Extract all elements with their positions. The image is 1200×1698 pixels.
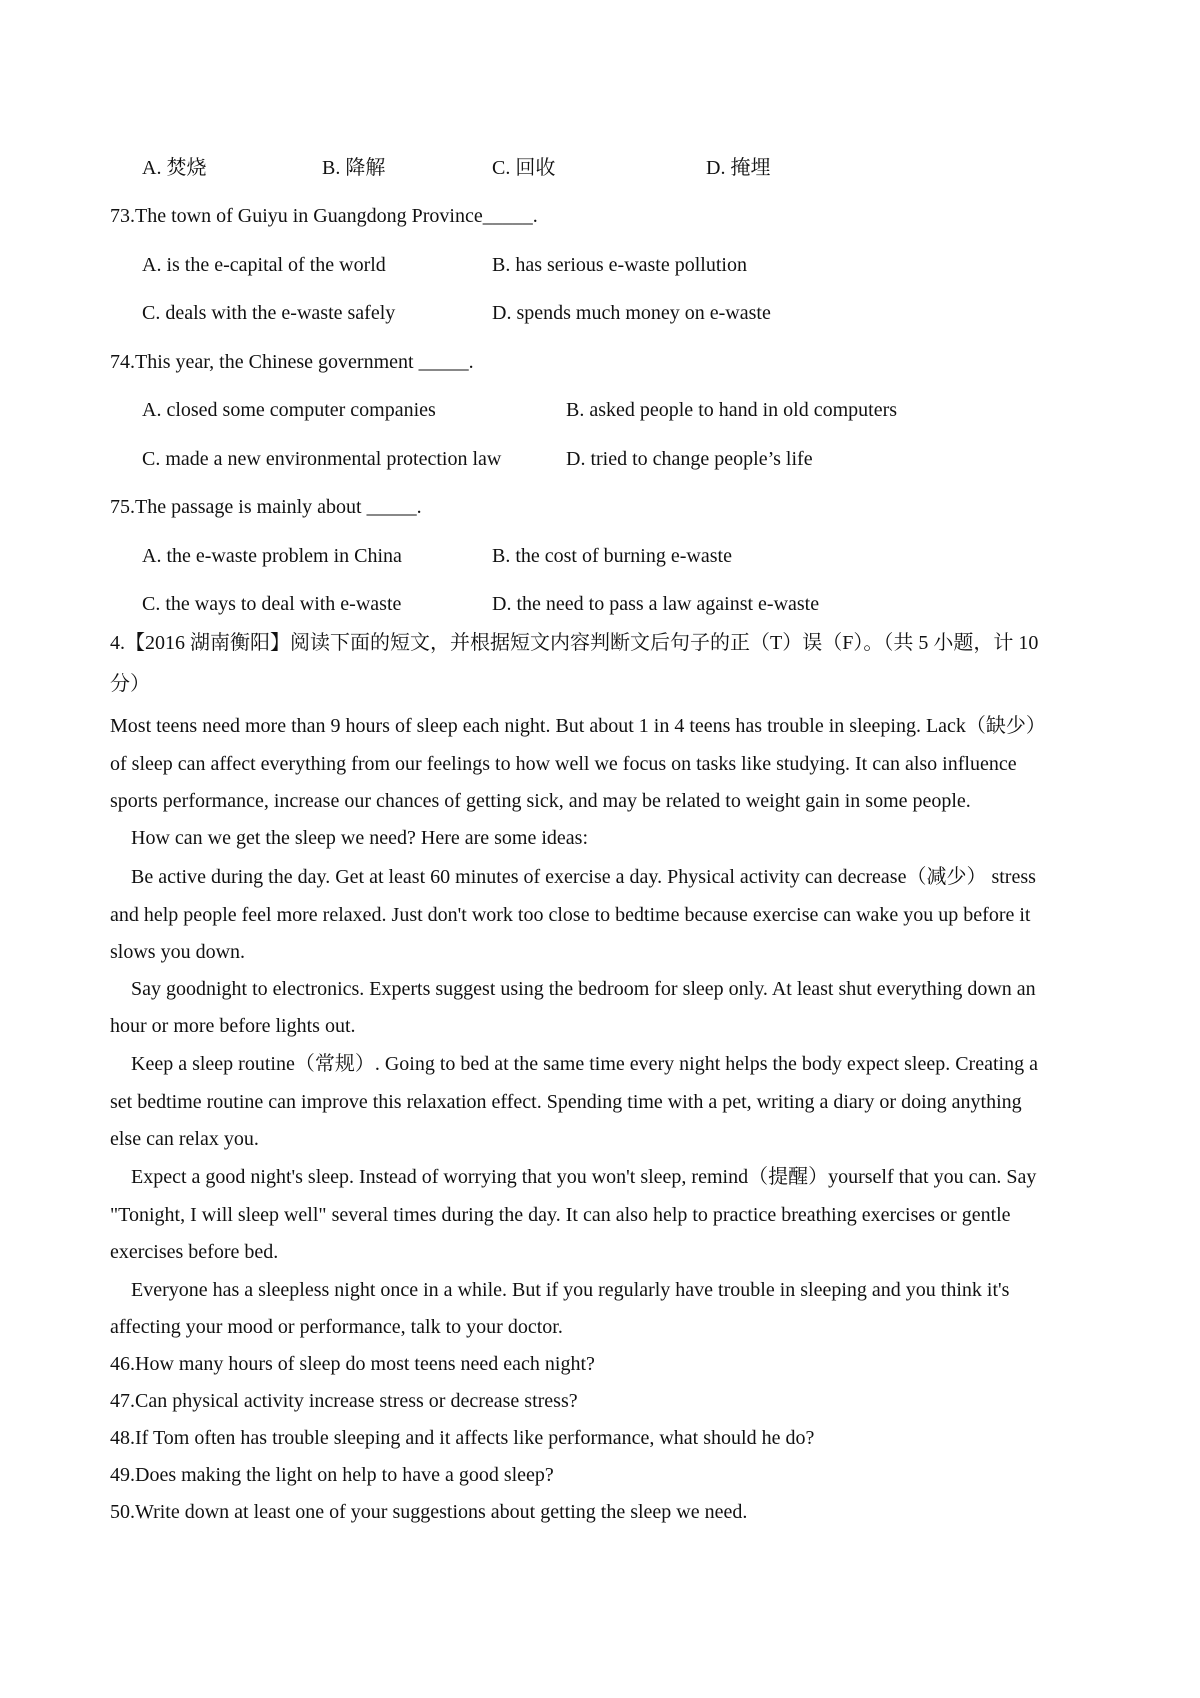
q73-option-c: C. deals with the e-waste safely (142, 302, 396, 324)
question-50: 50.Write down at least one of your suggestions about getting the sleep we need. (110, 1501, 748, 1523)
q72-option-d: D. 掩埋 (706, 157, 771, 179)
question-46: 46.How many hours of sleep do most teens need each night? (110, 1353, 595, 1375)
q73-stem: 73.The town of Guiyu in Guangdong Province_____. (110, 205, 538, 227)
q75-option-d: D. the need to pass a law against e-waste (492, 593, 820, 615)
q74-option-c: C. made a new environmental protection law (142, 448, 502, 470)
passage-line: exercises before bed. (110, 1241, 279, 1263)
q75-option-a: A. the e-waste problem in China (142, 545, 402, 567)
passage-line: How can we get the sleep we need? Here are some ideas: (131, 827, 589, 849)
q75-stem: 75.The passage is mainly about _____. (110, 496, 422, 518)
passage-line: hour or more before lights out. (110, 1015, 356, 1037)
passage-line: sports performance, increase our chances of getting sick, and may be related to weight gain in some people. (110, 790, 971, 812)
passage-line: and help people feel more relaxed. Just don't work too close to bedtime because exercise can wake you up before it (110, 904, 1031, 926)
question-47: 47.Can physical activity increase stress or decrease stress? (110, 1390, 578, 1412)
q74-option-a: A. closed some computer companies (142, 399, 436, 421)
passage-line: Everyone has a sleepless night once in a while. But if you regularly have trouble in sleeping and you think it's (131, 1279, 1010, 1301)
passage-line: Keep a sleep routine（常规）. Going to bed at the same time every night helps the body expect sleep. Creating a (131, 1053, 1038, 1075)
passage-line: set bedtime routine can improve this relaxation effect. Spending time with a pet, writing a diary or doing anything (110, 1091, 1022, 1113)
passage-line: slows you down. (110, 941, 246, 963)
passage-line: affecting your mood or performance, talk to your doctor. (110, 1316, 563, 1338)
passage-line: else can relax you. (110, 1128, 259, 1150)
question-49: 49.Does making the light on help to have a good sleep? (110, 1464, 554, 1486)
section-heading-cont: 分） (110, 673, 150, 695)
q72-option-b: B. 降解 (322, 157, 386, 179)
passage-line: Most teens need more than 9 hours of sleep each night. But about 1 in 4 teens has trouble in sleeping. Lack（缺少） (110, 715, 1046, 737)
q75-option-c: C. the ways to deal with e-waste (142, 593, 402, 615)
q72-option-a: A. 焚烧 (142, 157, 207, 179)
passage-line: of sleep can affect everything from our feelings to how well we focus on tasks like studying. It can also influence (110, 753, 1017, 775)
q73-option-b: B. has serious e-waste pollution (492, 254, 747, 276)
q74-stem: 74.This year, the Chinese government _____. (110, 351, 474, 373)
section-heading: 4.【2016 湖南衡阳】阅读下面的短文，并根据短文内容判断文后句子的正（T）误（F）。（共 5 小题，计 10 (110, 632, 1039, 654)
q74-option-d: D. tried to change people’s life (566, 448, 813, 470)
passage-line: "Tonight, I will sleep well" several times during the day. It can also help to practice breathing exercises or gentle (110, 1204, 1011, 1226)
question-48: 48.If Tom often has trouble sleeping and it affects like performance, what should he do? (110, 1427, 815, 1449)
passage-line: Say goodnight to electronics. Experts suggest using the bedroom for sleep only. At least shut everything down an (131, 978, 1036, 1000)
q73-option-d: D. spends much money on e-waste (492, 302, 771, 324)
passage-line: Be active during the day. Get at least 60 minutes of exercise a day. Physical activity can decrease（减少） stress (131, 866, 1036, 888)
q73-option-a: A. is the e-capital of the world (142, 254, 386, 276)
q74-option-b: B. asked people to hand in old computers (566, 399, 898, 421)
q75-option-b: B. the cost of burning e-waste (492, 545, 732, 567)
passage-line: Expect a good night's sleep. Instead of worrying that you won't sleep, remind（提醒）yourself that you can. Say (131, 1166, 1037, 1188)
q72-option-c: C. 回收 (492, 157, 556, 179)
